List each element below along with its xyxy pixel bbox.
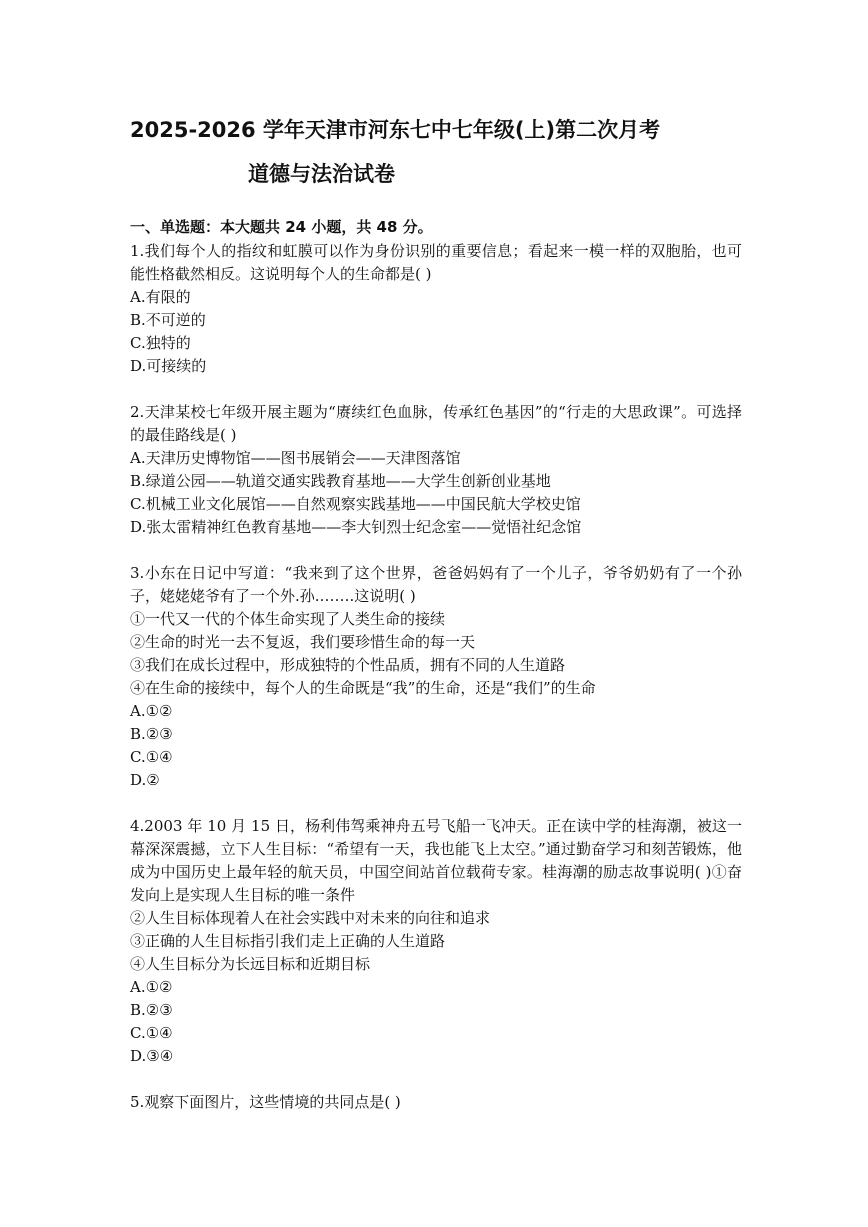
option-b: B.②③ [130,1001,173,1019]
option-c: C.机械工业文化展馆——自然观察实践基地——中国民航大学校史馆 [130,495,581,513]
statement-2: ②人生目标体现着人在社会实践中对未来的向往和追求 [130,909,491,927]
option-a: A.①② [130,978,173,996]
question-1 [130,240,742,378]
statement-2: ②生命的时光一去不复返，我们要珍惜生命的每一天 [130,633,476,651]
question-stem: 4.2003 年 10 月 15 日，杨利伟驾乘神舟五号飞船一飞冲天。正在读中学的桂海潮，被这一幕深深震撼，立下人生目标：“希望有一天，我也能飞上太空。”通过勤奋学习和刻苦锻炼，他成为中国历史上最年轻的航天员，中国空间站首位载荷专家。桂海潮的励志故事说明( )①奋发向上是实现人生目标的唯一条件 [130,817,742,904]
option-a: A.①② [130,702,173,720]
option-list [130,286,742,378]
option-d: D.② [130,771,160,789]
statement-1: ①一代又一代的个体生命实现了人类生命的接续 [130,610,446,628]
question-3 [130,562,742,792]
question-stem: 5.观察下面图片，这些情境的共同点是( ) [130,1093,401,1111]
option-d: D.张太雷精神红色教育基地——李大钊烈士纪念室——觉悟社纪念馆 [130,518,582,536]
question-stem: 3.小东在日记中写道：“我来到了这个世界，爸爸妈妈有了一个儿子，爷爷奶奶有了一个孙子，姥姥姥爷有了一个外.孙.…….这说明( ) [130,564,742,605]
question-5 [130,1091,742,1114]
option-a: A.有限的 [130,288,191,306]
option-a: A.天津历史博物馆——图书展销会——天津图落馆 [130,449,461,467]
option-c: C.独特的 [130,334,191,352]
option-b: B.②③ [130,725,173,743]
option-list [130,976,742,1068]
exam-title: 2025-2026 学年天津市河东七中七年级(上)第二次月考 [130,118,661,142]
statement-3: ③正确的人生目标指引我们走上正确的人生道路 [130,932,446,950]
question-stem: 1.我们每个人的指纹和虹膜可以作为身份识别的重要信息；看起来一模一样的双胞胎，也可能性格截然相反。这说明每个人的生命都是( ) [130,242,742,283]
statement-3: ③我们在成长过程中，形成独特的个性品质，拥有不同的人生道路 [130,656,566,674]
option-d: D.③④ [130,1047,174,1065]
exam-subtitle: 道德与法治试卷 [248,162,395,186]
section-heading: 一、单选题：本大题共 24 小题，共 48 分。 [130,218,433,236]
question-stem: 2.天津某校七年级开展主题为“赓续红色血脉，传承红色基因”的“行走的大思政课”。可选择的最佳路线是( ) [130,403,742,444]
question-4 [130,815,742,1068]
option-b: B.不可逆的 [130,311,206,329]
option-c: C.①④ [130,748,173,766]
statement-4: ④在生命的接续中，每个人的生命既是“我”的生命，还是“我们”的生命 [130,679,596,697]
option-d: D.可接续的 [130,357,207,375]
option-list [130,700,742,792]
option-b: B.绿道公园——轨道交通实践教育基地——大学生创新创业基地 [130,472,551,490]
option-c: C.①④ [130,1024,173,1042]
exam-content [130,216,742,1137]
statement-4: ④人生目标分为长远目标和近期目标 [130,955,371,973]
question-2 [130,401,742,539]
option-list [130,447,742,539]
